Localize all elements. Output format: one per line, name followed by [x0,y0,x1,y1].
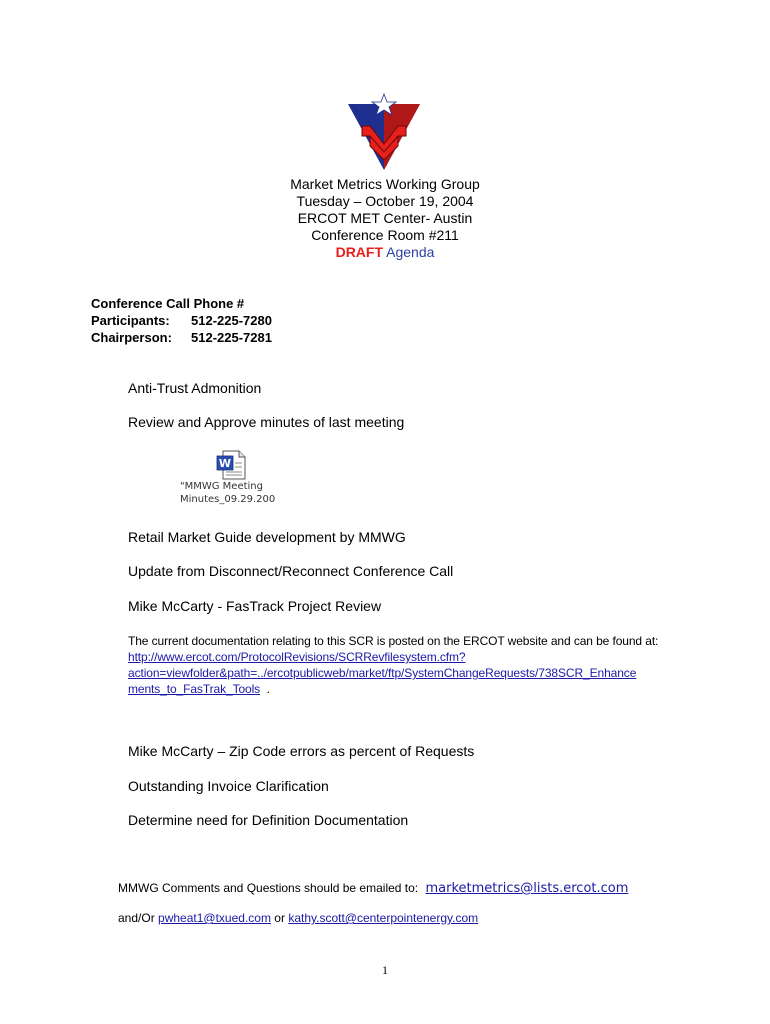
scr-link-line3[interactable]: ments_to_FasTrak_Tools [128,682,261,696]
chairperson-row [91,329,272,346]
alternate-emails [118,910,478,926]
participants-phone: 512-225-7280 [191,313,272,328]
page-number: 1 [382,963,388,977]
email-instructions [118,880,628,897]
conference-call-heading: Conference Call Phone # [91,296,245,311]
andor-text: and/Or [118,911,155,925]
attachment-caption-line2: Minutes_09.29.200 [180,494,276,505]
meeting-header [0,176,770,261]
meeting-room: Conference Room #211 [311,227,459,243]
email2-link[interactable]: kathy.scott@centerpointenergy.com [288,911,479,925]
minutes-attachment[interactable] [176,450,286,506]
chairperson-phone: 512-225-7281 [191,330,272,345]
meeting-date: Tuesday – October 19, 2004 [296,193,474,209]
scr-note-text: The current documentation relating to this SCR is posted on the ERCOT website and can be found at: [128,634,659,648]
draft-label: DRAFT [335,244,384,260]
agenda-item-text: Anti-Trust Admonition [128,380,262,396]
conference-call-info [91,295,272,346]
draft-agenda-title [0,244,770,261]
agenda-item-text: Mike McCarty - FasTrack Project Review [128,598,382,614]
svg-text:W: W [218,457,232,470]
scr-link-line1[interactable]: http://www.ercot.com/ProtocolRevisions/SCRRevfilesystem.cfm? [128,650,466,664]
participants-row [91,312,272,329]
email-prompt: MMWG Comments and Questions should be emailed to: [118,881,419,895]
scr-link-trailing: . [266,682,270,696]
scr-documentation-note [128,633,683,697]
agenda-item-text: Mike McCarty – Zip Code errors as percent of Requests [128,743,475,759]
scr-link-line2[interactable]: action=viewfolder&path=../ercotpublicweb/market/ftp/SystemChangeRequests/738SCR_Enhance [128,666,637,680]
attachment-caption-line1: "MMWG Meeting [180,481,263,492]
agenda-label: Agenda [386,244,435,260]
email1-link[interactable]: pwheat1@txued.com [158,911,271,925]
word-document-icon [215,450,247,480]
or-text: or [274,911,285,925]
agenda-item-text: Review and Approve minutes of last meeting [128,414,405,430]
agenda-item-text: Outstanding Invoice Clarification [128,778,329,794]
chairperson-label: Chairperson: [91,330,172,345]
agenda-item-text: Determine need for Definition Documentation [128,812,409,828]
agenda-item-text: Update from Disconnect/Reconnect Conference Call [128,563,454,579]
list-email-link[interactable]: marketmetrics@lists.ercot.com [425,881,629,896]
meeting-location: ERCOT MET Center- Austin [297,210,473,226]
group-name: Market Metrics Working Group [290,176,480,192]
participants-label: Participants: [91,313,170,328]
mmwg-logo [346,92,422,172]
agenda-item-text: Retail Market Guide development by MMWG [128,529,406,545]
